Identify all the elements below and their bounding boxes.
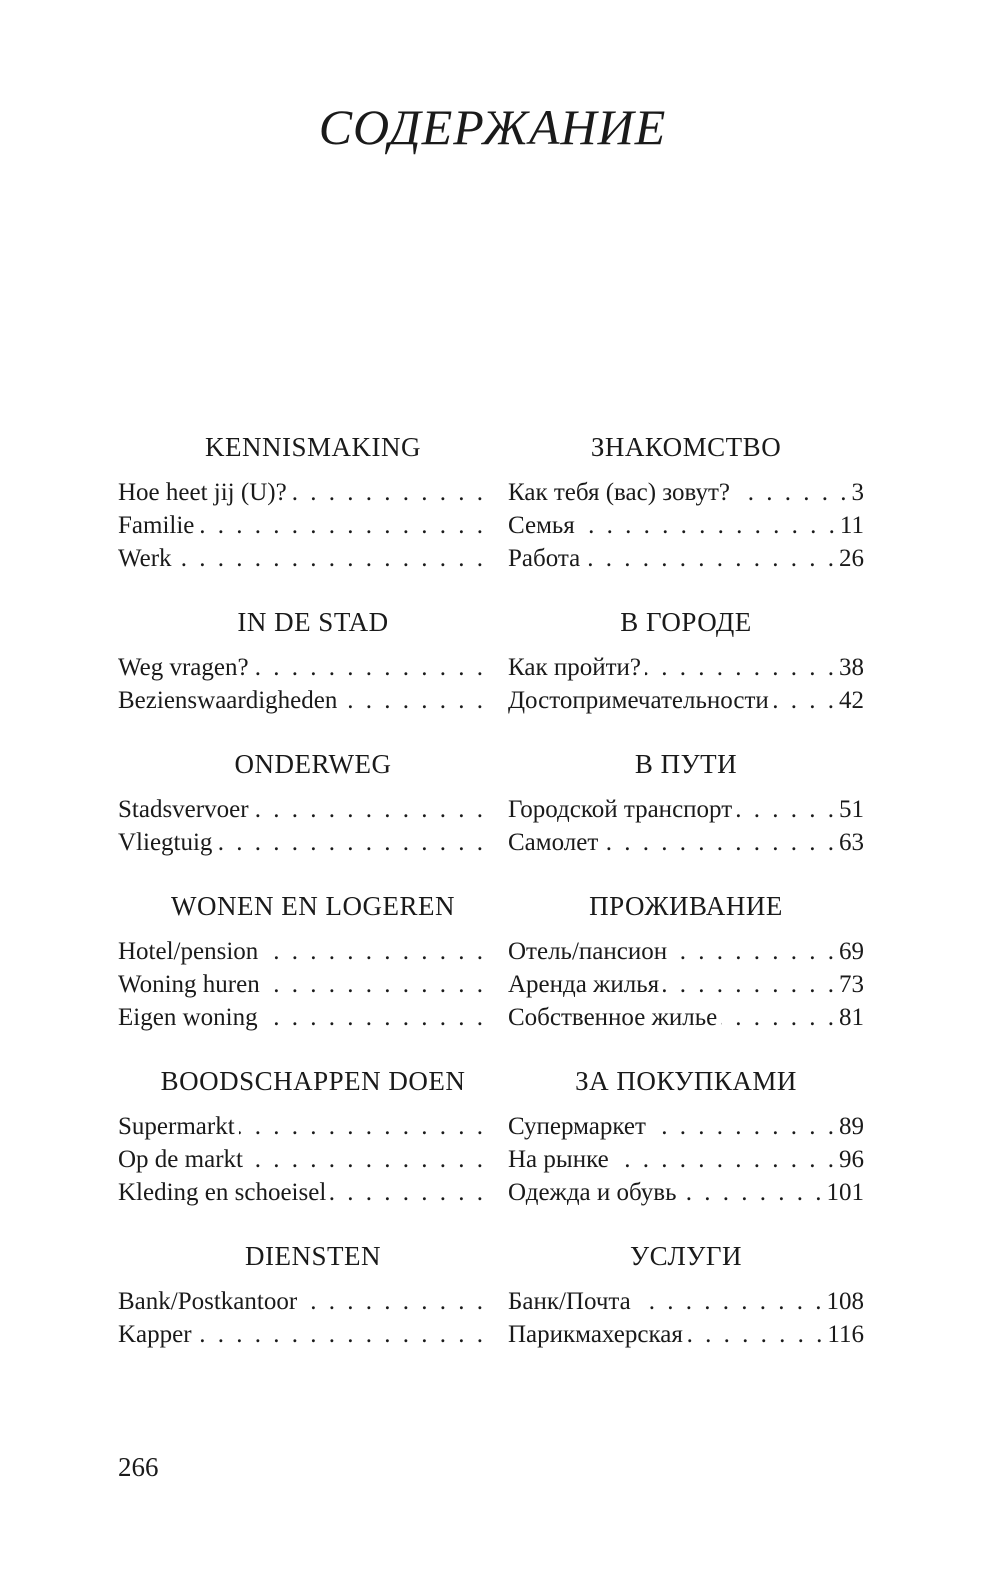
- dot-leader: [330, 1179, 486, 1207]
- dot-leader: [613, 1146, 837, 1174]
- entry-label-dutch: Vliegtuig: [118, 828, 213, 856]
- entry-label-dutch: Op de markt: [118, 1145, 243, 1173]
- toc-entry-row: [118, 1285, 864, 1318]
- entry-label-russian: Отель/пансион: [508, 937, 668, 965]
- toc-entry-dutch: [118, 1288, 486, 1316]
- dot-leader: [253, 654, 486, 682]
- entry-page-number: 108: [826, 1287, 864, 1315]
- dot-leader: [687, 1321, 826, 1349]
- toc-section: [118, 428, 864, 575]
- toc-section: [118, 603, 864, 717]
- section-heading-dutch: WONEN EN LOGEREN: [171, 890, 455, 921]
- toc-entry-dutch: [118, 1004, 486, 1032]
- entry-label-dutch: Hotel/pension: [118, 937, 259, 965]
- entry-page-number: 73: [839, 970, 864, 998]
- entry-label-russian: Аренда жилья: [508, 970, 660, 998]
- entry-label-dutch: Kapper: [118, 1320, 192, 1348]
- dot-leader: [579, 512, 838, 540]
- entry-label-dutch: Bank/Postkantoor: [118, 1287, 298, 1315]
- dot-leader: [736, 796, 837, 824]
- toc-entry-dutch: [118, 1179, 486, 1207]
- dot-leader: [262, 1004, 486, 1032]
- entry-label-russian: Семья: [508, 511, 575, 539]
- toc-entry-russian: [508, 971, 864, 999]
- dot-leader: [247, 1146, 486, 1174]
- section-heading-russian: ЗНАКОМСТВО: [590, 431, 782, 462]
- section-heading-row: [118, 1062, 864, 1100]
- entry-label-dutch: Familie: [118, 511, 195, 539]
- dot-leader: [239, 1113, 486, 1141]
- entry-page-number: 3: [851, 478, 864, 506]
- toc-entry-dutch: [118, 687, 486, 715]
- toc-entry-russian: [508, 1179, 864, 1207]
- toc-entry-dutch: [118, 479, 486, 507]
- toc-entry-russian: [508, 829, 864, 857]
- dot-leader: [721, 1004, 837, 1032]
- section-heading-russian: В ГОРОДЕ: [620, 606, 752, 637]
- toc-entry-russian: [508, 479, 864, 507]
- toc-entry-dutch: [118, 1146, 486, 1174]
- toc-entry-dutch: [118, 938, 486, 966]
- entry-label-dutch: Eigen woning: [118, 1003, 258, 1031]
- entry-label-dutch: Woning huren: [118, 970, 260, 998]
- dot-leader: [773, 687, 837, 715]
- toc-entry-row: [118, 1176, 864, 1209]
- entry-label-russian: Парикмахерская: [508, 1320, 683, 1348]
- section-heading-russian: ЗА ПОКУПКАМИ: [575, 1065, 797, 1096]
- dot-leader: [291, 479, 486, 507]
- toc-entry-russian: [508, 654, 864, 682]
- dot-leader: [341, 687, 486, 715]
- toc-section: [118, 745, 864, 859]
- section-heading-russian: УСЛУГИ: [630, 1240, 742, 1271]
- entry-page-number: 42: [839, 686, 864, 714]
- table-of-contents: [118, 428, 864, 1379]
- toc-section: [118, 1237, 864, 1351]
- entry-page-number: 116: [827, 1320, 864, 1348]
- toc-entry-row: [118, 968, 864, 1001]
- entry-page-number: 69: [839, 937, 864, 965]
- entry-page-number: 96: [839, 1145, 864, 1173]
- section-heading-dutch: KENNISMAKING: [205, 431, 421, 462]
- toc-entry-row: [118, 651, 864, 684]
- entry-page-number: 38: [839, 653, 864, 681]
- section-heading-russian: В ПУТИ: [634, 748, 738, 779]
- toc-entry-row: [118, 1110, 864, 1143]
- dot-leader: [264, 971, 486, 999]
- toc-entry-row: [118, 1143, 864, 1176]
- dot-leader: [645, 654, 837, 682]
- entry-label-russian: На рынке: [508, 1145, 609, 1173]
- toc-entry-dutch: [118, 1321, 486, 1349]
- entry-label-dutch: Weg vragen?: [118, 653, 249, 681]
- toc-entry-row: [118, 1318, 864, 1351]
- toc-entry-row: [118, 476, 864, 509]
- entry-label-russian: Банк/Почта: [508, 1287, 631, 1315]
- section-heading-row: [118, 603, 864, 641]
- dot-leader: [671, 938, 837, 966]
- entry-page-number: 51: [839, 795, 864, 823]
- entry-label-russian: Городской транспорт: [508, 795, 733, 823]
- toc-entry-russian: [508, 687, 864, 715]
- entry-label-russian: Одежда и обувь: [508, 1178, 677, 1206]
- dot-leader: [602, 829, 837, 857]
- entry-label-dutch: Stadsvervoer: [118, 795, 249, 823]
- dot-leader: [650, 1113, 837, 1141]
- page-number: 266: [118, 1452, 159, 1482]
- section-heading-row: [118, 887, 864, 925]
- toc-entry-dutch: [118, 545, 486, 573]
- toc-section: [118, 887, 864, 1034]
- entry-page-number: 63: [839, 828, 864, 856]
- toc-entry-dutch: [118, 512, 486, 540]
- dot-leader: [734, 479, 850, 507]
- dot-leader: [216, 829, 486, 857]
- dot-leader: [196, 1321, 486, 1349]
- toc-entry-russian: [508, 1146, 864, 1174]
- entry-page-number: 89: [839, 1112, 864, 1140]
- entry-page-number: 26: [839, 544, 864, 572]
- toc-entry-row: [118, 935, 864, 968]
- entry-label-dutch: Bezienswaardigheden: [118, 686, 338, 714]
- toc-entry-row: [118, 542, 864, 575]
- toc-entry-dutch: [118, 829, 486, 857]
- section-heading-row: [118, 1237, 864, 1275]
- toc-entry-russian: [508, 512, 864, 540]
- entry-label-russian: Супермаркет: [508, 1112, 646, 1140]
- dot-leader: [253, 796, 486, 824]
- entry-page-number: 101: [826, 1178, 864, 1206]
- toc-entry-russian: [508, 1321, 864, 1349]
- section-heading-dutch: DIENSTEN: [245, 1240, 381, 1271]
- entry-label-dutch: Hoe heet jij (U)?: [118, 478, 287, 506]
- dot-leader: [635, 1288, 825, 1316]
- entry-page-number: 81: [839, 1003, 864, 1031]
- page-title: СОДЕРЖАНИЕ: [318, 99, 667, 155]
- entry-label-russian: Как пройти?: [508, 653, 641, 681]
- section-heading-row: [118, 745, 864, 783]
- toc-entry-dutch: [118, 654, 486, 682]
- dot-leader: [663, 971, 837, 999]
- section-heading-row: [118, 428, 864, 466]
- section-heading-russian: ПРОЖИВАНИЕ: [589, 890, 783, 921]
- toc-entry-row: [118, 684, 864, 717]
- section-heading-dutch: IN DE STAD: [237, 606, 389, 637]
- toc-entry-row: [118, 826, 864, 859]
- dot-leader: [680, 1179, 824, 1207]
- dot-leader: [262, 938, 486, 966]
- entry-label-russian: Как тебя (вас) зовут?: [508, 478, 730, 506]
- toc-entry-dutch: [118, 971, 486, 999]
- toc-entry-russian: [508, 1288, 864, 1316]
- toc-entry-russian: [508, 1004, 864, 1032]
- entry-label-russian: Собственное жилье: [508, 1003, 718, 1031]
- entry-label-russian: Работа: [508, 544, 581, 572]
- dot-leader: [176, 545, 486, 573]
- toc-entry-row: [118, 1001, 864, 1034]
- entry-page-number: 11: [839, 511, 864, 539]
- toc-entry-russian: [508, 796, 864, 824]
- dot-leader: [198, 512, 486, 540]
- section-heading-dutch: ONDERWEG: [234, 748, 392, 779]
- toc-entry-row: [118, 793, 864, 826]
- toc-entry-russian: [508, 938, 864, 966]
- toc-section: [118, 1062, 864, 1209]
- toc-entry-row: [118, 509, 864, 542]
- entry-label-dutch: Supermarkt: [118, 1112, 235, 1140]
- toc-entry-russian: [508, 1113, 864, 1141]
- toc-entry-russian: [508, 545, 864, 573]
- entry-label-russian: Самолет: [508, 828, 599, 856]
- section-heading-dutch: BOODSCHAPPEN DOEN: [160, 1065, 466, 1096]
- entry-label-dutch: Werk: [118, 544, 172, 572]
- dot-leader: [584, 545, 837, 573]
- toc-entry-dutch: [118, 796, 486, 824]
- toc-entry-dutch: [118, 1113, 486, 1141]
- entry-label-russian: Достопримечательности: [508, 686, 769, 714]
- dot-leader: [301, 1288, 486, 1316]
- entry-label-dutch: Kleding en schoeisel: [118, 1178, 327, 1206]
